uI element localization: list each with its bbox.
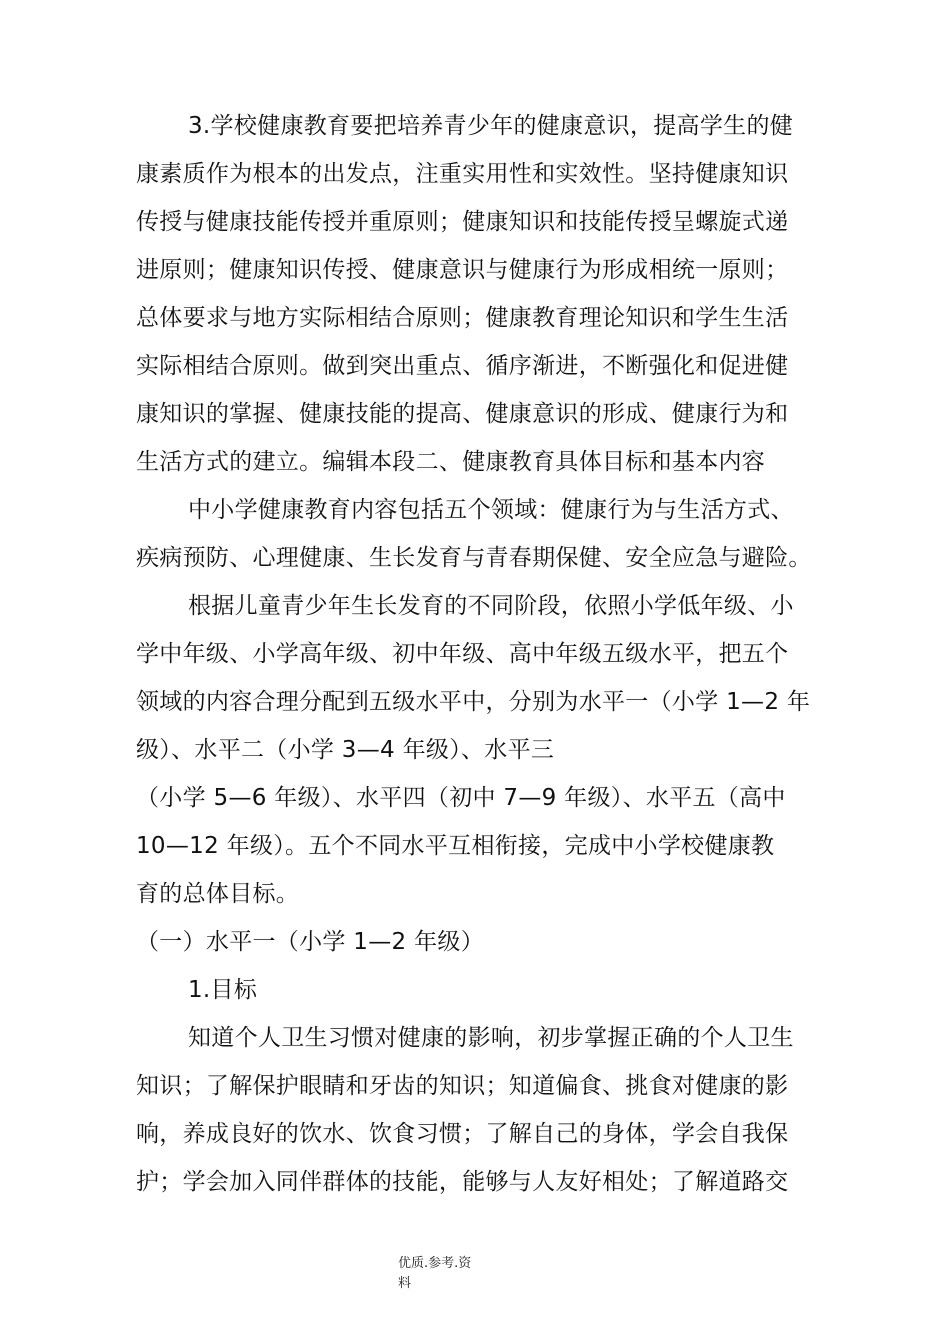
paragraph-line: （小学 5—6 年级）、水平四（初中 7—9 年级）、水平五（高中 bbox=[136, 785, 786, 811]
footer-line: 优质.参考.资 bbox=[398, 1256, 472, 1271]
subsection-heading: 1.目标 bbox=[188, 977, 258, 1003]
section-heading: （一）水平一（小学 1—2 年级） bbox=[136, 929, 484, 955]
paragraph-line: 10—12 年级）。五个不同水平互相衔接，完成中小学校健康教 bbox=[136, 833, 775, 859]
paragraph-line: 实际相结合原则。做到突出重点、循序渐进，不断强化和促进健 bbox=[136, 353, 789, 379]
paragraph-line: 级）、水平二（小学 3—4 年级）、水平三 bbox=[136, 737, 555, 763]
page-footer bbox=[398, 1254, 498, 1294]
paragraph-line: 传授与健康技能传授并重原则；健康知识和技能传授呈螺旋式递 bbox=[136, 209, 789, 235]
paragraph-line: 生活方式的建立。编辑本段二、健康教育具体目标和基本内容 bbox=[136, 449, 766, 475]
paragraph-line: 领域的内容合理分配到五级水平中，分别为水平一（小学 1—2 年 bbox=[136, 689, 811, 715]
paragraph-line: 知道个人卫生习惯对健康的影响，初步掌握正确的个人卫生 bbox=[188, 1025, 794, 1051]
paragraph-line: 3.学校健康教育要把培养青少年的健康意识，提高学生的健 bbox=[188, 113, 794, 139]
footer-line: 料 bbox=[398, 1276, 412, 1291]
paragraph-line: 知识；了解保护眼睛和牙齿的知识；知道偏食、挑食对健康的影 bbox=[136, 1073, 789, 1099]
paragraph-line: 疾病预防、心理健康、生长发育与青春期保健、安全应急与避险。 bbox=[136, 545, 812, 571]
paragraph-line: 响，养成良好的饮水、饮食习惯；了解自己的身体，学会自我保 bbox=[136, 1121, 789, 1147]
paragraph-line: 学中年级、小学高年级、初中年级、高中年级五级水平，把五个 bbox=[136, 641, 789, 667]
paragraph-line: 护；学会加入同伴群体的技能，能够与人友好相处；了解道路交 bbox=[136, 1169, 789, 1195]
paragraph-line: 康知识的掌握、健康技能的提高、健康意识的形成、健康行为和 bbox=[136, 401, 789, 427]
paragraph-line: 总体要求与地方实际相结合原则；健康教育理论知识和学生生活 bbox=[136, 305, 789, 331]
paragraph-line: 进原则；健康知识传授、健康意识与健康行为形成相统一原则； bbox=[136, 257, 789, 283]
paragraph-line: 康素质作为根本的出发点，注重实用性和实效性。坚持健康知识 bbox=[136, 161, 789, 187]
document-body bbox=[136, 102, 836, 1206]
paragraph-line: 中小学健康教育内容包括五个领域：健康行为与生活方式、 bbox=[188, 497, 794, 523]
paragraph-line: 育的总体目标。 bbox=[136, 881, 300, 907]
paragraph-line: 根据儿童青少年生长发育的不同阶段，依照小学低年级、小 bbox=[188, 593, 794, 619]
